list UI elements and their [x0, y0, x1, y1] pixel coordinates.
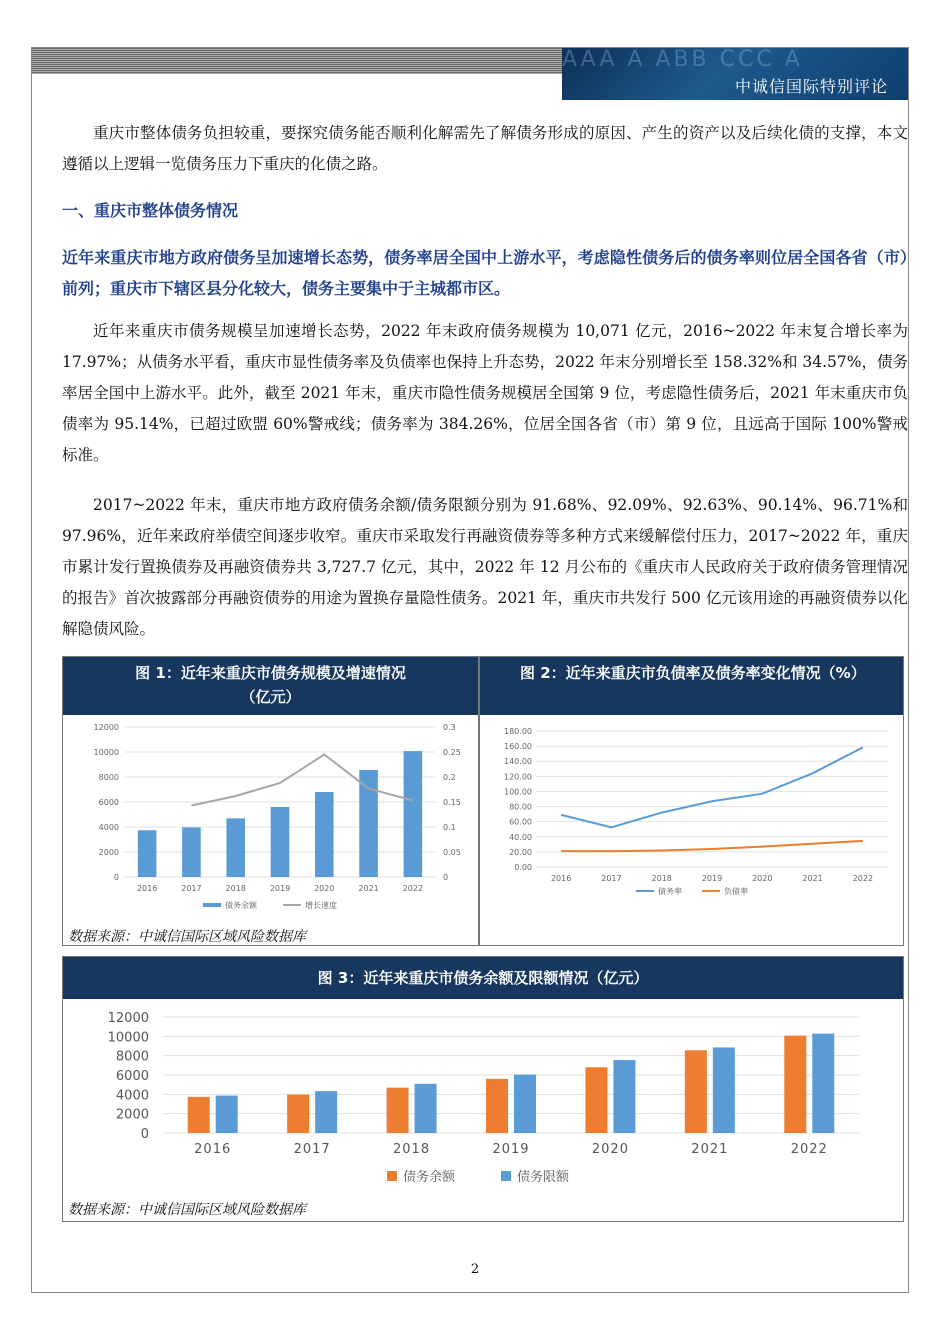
- y2-tick-label: 0.15: [443, 798, 461, 807]
- legend-label-growth: 增长速度: [305, 901, 337, 910]
- bar-debt-limit: [713, 1047, 735, 1133]
- y2-tick-label: 0.3: [443, 723, 456, 732]
- figure-1-title: 图 1：近年来重庆市债务规模及增速情况（亿元）: [63, 657, 478, 715]
- y2-tick-label: 0.25: [443, 748, 461, 757]
- figure-2-chart: [480, 715, 903, 927]
- x-tick-label: 2020: [314, 884, 335, 893]
- x-tick-label: 2019: [492, 1142, 530, 1157]
- bar-debt-balance: [359, 770, 378, 877]
- legend-label-limit: 债务限额: [517, 1170, 570, 1185]
- y-tick-label: 100.00: [504, 787, 532, 797]
- bar-debt-balance: [287, 1095, 309, 1133]
- bar-debt-limit: [216, 1096, 238, 1133]
- line-growth-rate: [191, 755, 412, 806]
- y-tick-label: 8000: [115, 1049, 149, 1065]
- source-note-2: 数据来源：中诚信国际区域风险数据库: [68, 1202, 306, 1218]
- y-tick-label: 20.00: [509, 847, 532, 857]
- y2-tick-label: 0: [443, 873, 449, 882]
- x-tick-label: 2021: [358, 884, 379, 893]
- bar-debt-limit: [415, 1084, 437, 1133]
- x-tick-label: 2016: [550, 874, 572, 883]
- x-tick-label: 2022: [852, 874, 874, 883]
- bar-debt-balance: [226, 818, 245, 877]
- y-tick-label: 0: [113, 873, 119, 882]
- y2-tick-label: 0.1: [443, 823, 456, 832]
- x-tick-label: 2021: [802, 874, 823, 883]
- x-tick-label: 2016: [136, 884, 158, 893]
- x-tick-label: 2017: [601, 874, 622, 883]
- x-tick-label: 2016: [194, 1142, 232, 1157]
- header-stripe-bar: [32, 48, 562, 74]
- x-tick-label: 2017: [181, 884, 202, 893]
- header-title: 中诚信国际特别评论: [734, 77, 888, 96]
- bar-debt-balance: [188, 1097, 210, 1133]
- section-title: 一、重庆市整体债务情况: [62, 201, 239, 220]
- y-tick-label: 4000: [115, 1088, 149, 1104]
- bar-debt-limit: [514, 1075, 536, 1133]
- x-tick-label: 2018: [225, 884, 246, 893]
- y-tick-label: 140.00: [504, 757, 532, 767]
- line-debt-ratio: [561, 747, 863, 827]
- bar-debt-balance: [685, 1050, 707, 1133]
- y-tick-label: 60.00: [509, 817, 532, 827]
- figure-3: [62, 956, 904, 1222]
- bar-debt-balance: [784, 1036, 806, 1133]
- figure-1: [62, 656, 479, 946]
- bar-debt-balance: [182, 827, 201, 877]
- legend-swatch-balance: [387, 1171, 397, 1181]
- x-tick-label: 2017: [293, 1142, 331, 1157]
- x-tick-label: 2020: [752, 874, 773, 883]
- x-tick-label: 2022: [402, 884, 424, 893]
- x-tick-label: 2020: [591, 1142, 629, 1157]
- bar-debt-limit: [315, 1091, 337, 1133]
- y-tick-label: 160.00: [504, 742, 532, 752]
- intro-paragraph: 重庆市整体债务负担较重，要探究债务能否顺利化解需先了解债务形成的原因、产生的资产以及后续化债的支撑，本文遵循以上逻辑一览债务压力下重庆的化债之路。: [62, 124, 908, 173]
- y-tick-label: 12000: [107, 1011, 149, 1026]
- bar-debt-balance: [138, 830, 157, 877]
- source-note-1: 数据来源：中诚信国际区域风险数据库: [68, 929, 306, 945]
- y-tick-label: 180.00: [504, 727, 532, 736]
- bar-debt-balance: [315, 792, 334, 877]
- y-tick-label: 12000: [93, 723, 119, 732]
- figure-3-chart: [63, 999, 903, 1199]
- y-tick-label: 6000: [98, 798, 119, 807]
- legend-swatch-limit: [501, 1171, 511, 1181]
- bar-debt-balance: [387, 1088, 409, 1133]
- y-tick-label: 120.00: [504, 772, 532, 782]
- y-tick-label: 4000: [98, 823, 119, 832]
- body-paragraph-1: 近年来重庆市债务规模呈加速增长态势，2022 年末政府债务规模为 10,071 亿元，2016~2022 年末复合增长率为 17.97%；从债务水平看，重庆市显性债务率及负债率也保持上升态势，2022 年末分别增长至 158.32%和 34.57%，债务率居全国中上游水平。此外，截至 2021 年末，重庆市隐性债务规模居全国第 9 位，考虑隐性债务后，2021 年末重庆市负债率为 95.14%，已超过欧盟 60%警戒线；债务率为 384.26%，位居全国各省（市）第 9 位，且远高于国际 100%警戒标准。: [62, 322, 908, 464]
- legend-swatch-debt: [203, 903, 221, 907]
- bar-debt-balance: [585, 1067, 607, 1133]
- page-number: 2: [470, 1262, 480, 1277]
- bar-debt-limit: [812, 1034, 834, 1133]
- header-badge: [562, 48, 908, 100]
- figure-2-title: 图 2：近年来重庆市负债率及债务率变化情况（%）: [480, 657, 903, 715]
- y-tick-label: 2000: [115, 1107, 149, 1123]
- line-liability-ratio: [561, 841, 863, 851]
- y2-tick-label: 0.2: [443, 773, 456, 782]
- y-tick-label: 0.00: [514, 863, 532, 872]
- legend-label-liability-ratio: 负债率: [724, 887, 748, 896]
- body-paragraph-2: 2017~2022 年末，重庆市地方政府债务余额/债务限额分别为 91.68%、92.09%、92.63%、90.14%、96.71%和 97.96%，近年来政府举债空间逐步收窄。重庆市采取发行再融资债券等多种方式来缓解偿付压力，2017~2022 年，重庆市累计发行置换债券及再融资债券共 3,727.7 亿元，其中，2022 年 12 月公布的《重庆市人民政府关于政府债务管理情况的报告》首次披露部分再融资债券的用途为置换存量隐性债务。2021 年，重庆市共发行 500 亿元该用途的再融资债券以化解隐债风险。: [62, 496, 908, 638]
- y-tick-label: 40.00: [509, 832, 532, 842]
- figure-3-title: 图 3：近年来重庆市债务余额及限额情况（亿元）: [63, 957, 903, 999]
- y-tick-label: 8000: [98, 773, 119, 782]
- y-tick-label: 10000: [107, 1030, 149, 1046]
- bar-debt-balance: [404, 751, 423, 877]
- y-tick-label: 6000: [115, 1069, 149, 1084]
- x-tick-label: 2019: [701, 874, 723, 883]
- legend-label-debt-ratio: 债务率: [658, 887, 682, 896]
- highlight-paragraph: 近年来重庆市地方政府债务呈加速增长态势，债务率居全国中上游水平，考虑隐性债务后的债务率则位居全国各省（市）前列；重庆市下辖区县分化较大，债务主要集中于主城都市区。: [62, 248, 908, 298]
- bar-debt-limit: [613, 1060, 635, 1133]
- x-tick-label: 2022: [790, 1142, 828, 1157]
- y-tick-label: 2000: [98, 848, 119, 857]
- bar-debt-balance: [486, 1079, 508, 1133]
- figure-1-chart: [63, 715, 478, 927]
- legend-label-debt: 债务余额: [225, 901, 257, 910]
- y2-tick-label: 0.05: [443, 848, 461, 857]
- figure-2: [479, 656, 904, 946]
- x-tick-label: 2019: [269, 884, 291, 893]
- y-tick-label: 10000: [93, 748, 119, 757]
- y-tick-label: 80.00: [509, 802, 532, 812]
- x-tick-label: 2021: [691, 1142, 729, 1157]
- y-tick-label: 0: [140, 1127, 149, 1142]
- x-tick-label: 2018: [651, 874, 672, 883]
- x-tick-label: 2018: [393, 1142, 431, 1157]
- legend-label-balance: 债务余额: [403, 1170, 456, 1185]
- bar-debt-balance: [271, 807, 290, 877]
- header-decoration: AAA A ABB CCC A: [562, 48, 803, 72]
